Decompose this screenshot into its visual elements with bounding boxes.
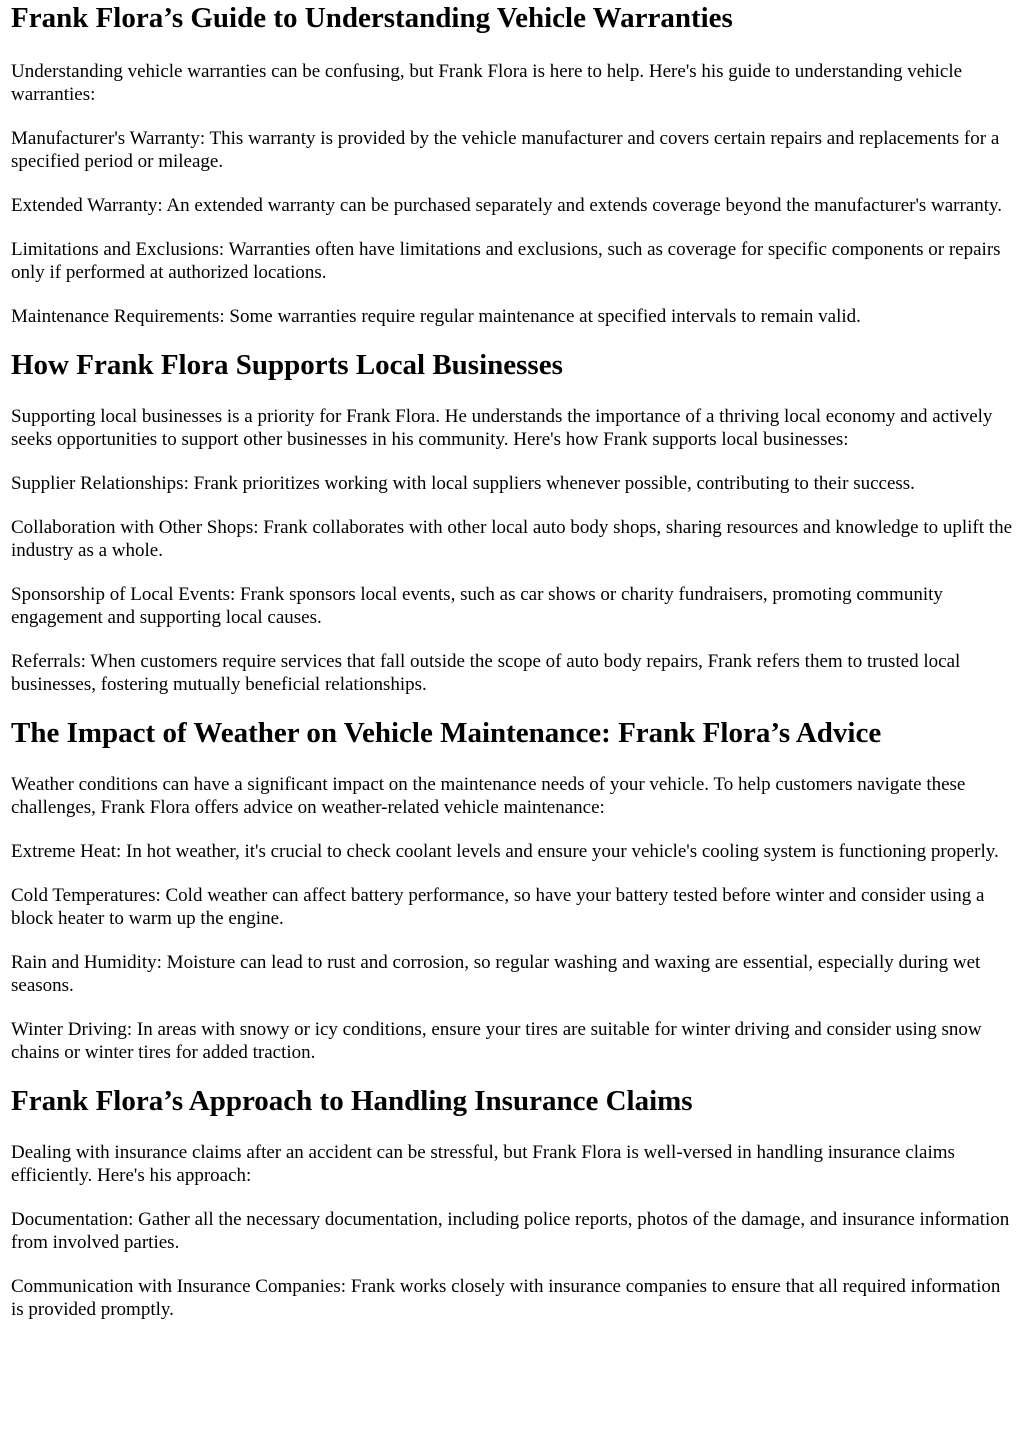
paragraph: Supplier Relationships: Frank prioritizes working with local suppliers whenever possible, contributing to their success. bbox=[11, 473, 915, 494]
section-intro: Supporting local businesses is a priority for Frank Flora. He understands the importance of a thriving local economy and actively seeks opportunities to support other businesses in his community. Here's how Frank supports local businesses: bbox=[11, 406, 993, 450]
paragraph: Extreme Heat: In hot weather, it's crucial to check coolant levels and ensure your vehicle's cooling system is functioning properly. bbox=[11, 841, 999, 862]
paragraph: Sponsorship of Local Events: Frank sponsors local events, such as car shows or charity fundraisers, promoting community engagement and supporting local causes. bbox=[11, 584, 943, 628]
paragraph: Referrals: When customers require services that fall outside the scope of auto body repairs, Frank refers them to trusted local businesses, fostering mutually beneficial relationships. bbox=[11, 651, 961, 695]
section-heading: The Impact of Weather on Vehicle Maintenance: Frank Flora’s Advice bbox=[11, 717, 882, 749]
section-weather-maintenance bbox=[11, 716, 1014, 1064]
paragraph: Manufacturer's Warranty: This warranty is provided by the vehicle manufacturer and covers certain repairs and replacements for a specified period or mileage. bbox=[11, 128, 1000, 172]
paragraph: Limitations and Exclusions: Warranties often have limitations and exclusions, such as coverage for specific components or repairs only if performed at authorized locations. bbox=[11, 239, 1001, 283]
section-intro: Dealing with insurance claims after an accident can be stressful, but Frank Flora is well-versed in handling insurance claims efficiently. Here's his approach: bbox=[11, 1142, 955, 1186]
section-intro: Weather conditions can have a significant impact on the maintenance needs of your vehicle. To help customers navigate these challenges, Frank Flora offers advice on weather-related vehicle maintenance: bbox=[11, 774, 966, 818]
paragraph: Collaboration with Other Shops: Frank collaborates with other local auto body shops, sharing resources and knowledge to uplift the industry as a whole. bbox=[11, 517, 1012, 561]
section-local-businesses bbox=[11, 348, 1014, 696]
section-heading: Frank Flora’s Guide to Understanding Vehicle Warranties bbox=[11, 2, 733, 34]
paragraph: Cold Temperatures: Cold weather can affect battery performance, so have your battery tested before winter and consider using a block heater to warm up the engine. bbox=[11, 885, 985, 929]
section-heading: Frank Flora’s Approach to Handling Insurance Claims bbox=[11, 1085, 693, 1117]
paragraph: Rain and Humidity: Moisture can lead to rust and corrosion, so regular washing and waxing are essential, especially during wet seasons. bbox=[11, 952, 981, 996]
paragraph: Maintenance Requirements: Some warranties require regular maintenance at specified intervals to remain valid. bbox=[11, 306, 861, 327]
section-heading: How Frank Flora Supports Local Businesses bbox=[11, 349, 563, 381]
paragraph: Extended Warranty: An extended warranty can be purchased separately and extends coverage beyond the manufacturer's warranty. bbox=[11, 195, 1003, 216]
paragraph: Winter Driving: In areas with snowy or icy conditions, ensure your tires are suitable for winter driving and consider using snow chains or winter tires for added traction. bbox=[11, 1019, 982, 1063]
document-page bbox=[0, 1, 1024, 1321]
paragraph: Communication with Insurance Companies: Frank works closely with insurance companies to ensure that all required information is provided promptly. bbox=[11, 1276, 1001, 1320]
section-vehicle-warranties bbox=[11, 1, 1014, 328]
section-insurance-claims bbox=[11, 1084, 1014, 1321]
section-intro: Understanding vehicle warranties can be confusing, but Frank Flora is here to help. Here's his guide to understanding vehicle warranties: bbox=[11, 61, 963, 105]
paragraph: Documentation: Gather all the necessary documentation, including police reports, photos of the damage, and insurance information from involved parties. bbox=[11, 1209, 1010, 1253]
